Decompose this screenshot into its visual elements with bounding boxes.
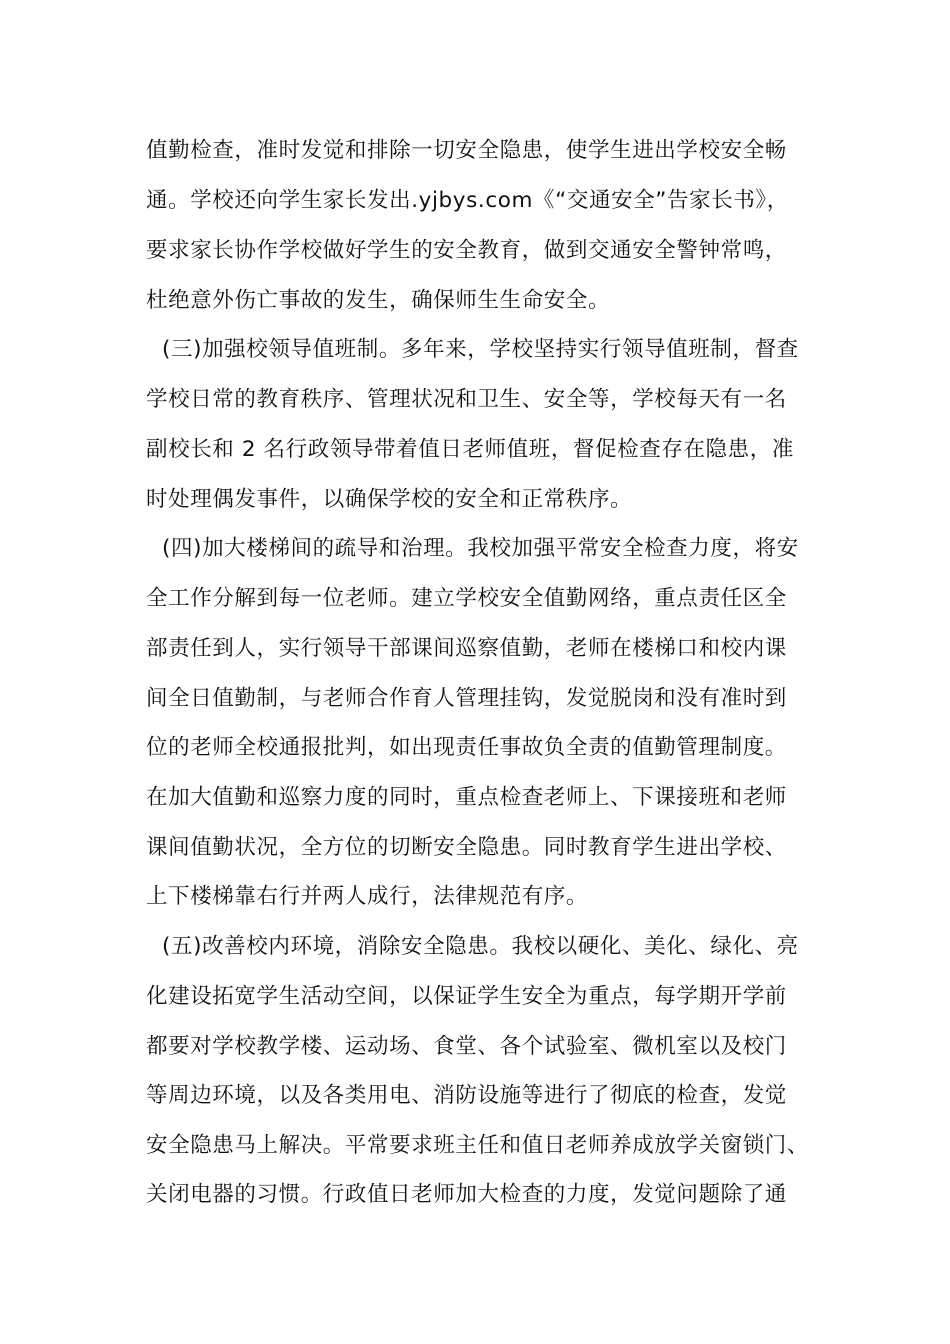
- paragraph-start-line: (四)加大楼梯间的疏导和治理。我校加强平常安全检查力度，将安: [162, 536, 799, 561]
- text-line: 安全隐患马上解决。平常要求班主任和值日老师养成放学关窗锁门、: [146, 1133, 810, 1158]
- text-line: 关闭电器的习惯。行政值日老师加大检查的力度，发觉问题除了通: [146, 1182, 787, 1207]
- text-line: 值勤检查，准时发觉和排除一切安全隐患，使学生进出学校安全畅: [146, 138, 787, 163]
- text-line: 在加大值勤和巡察力度的同时，重点检查老师上、下课接班和老师: [146, 785, 787, 810]
- text-line: 通。学校还向学生家长发出.yjbys.com《“交通安全”告家长书》，: [146, 188, 789, 213]
- text-line: 全工作分解到每一位老师。建立学校安全值勤网络，重点责任区全: [146, 586, 787, 611]
- text-line: 位的老师全校通报批判，如出现责任事故负全责的值勤管理制度。: [146, 735, 787, 760]
- text-line: 等周边环境，以及各类用电、消防设施等进行了彻底的检查，发觉: [146, 1083, 787, 1108]
- text-line: 时处理偶发事件，以确保学校的安全和正常秩序。: [146, 487, 633, 512]
- text-line: 化建设拓宽学生活动空间，以保证学生安全为重点，每学期开学前: [146, 984, 787, 1009]
- text-line: 上下楼梯靠右行并两人成行，法律规范有序。: [146, 884, 589, 909]
- text-line: 部责任到人，实行领导干部课间巡察值勤，老师在楼梯口和校内课: [146, 636, 787, 661]
- text-line: 课间值勤状况，全方位的切断安全隐患。同时教育学生进出学校、: [146, 835, 787, 860]
- text-line: 副校长和 2 名行政领导带着值日老师值班，督促检查存在隐患，准: [146, 437, 794, 462]
- paragraph-start-line: (三)加强校领导值班制。多年来，学校坚持实行领导值班制，督查: [162, 337, 799, 362]
- text-line: 杜绝意外伤亡事故的发生，确保师生生命安全。: [146, 288, 611, 313]
- paragraph-start-line: (五)改善校内环境，消除安全隐患。我校以硬化、美化、绿化、亮: [162, 934, 799, 959]
- text-line: 学校日常的教育秩序、管理状况和卫生、安全等，学校每天有一名: [146, 387, 787, 412]
- text-line: 都要对学校教学楼、运动场、食堂、各个试验室、微机室以及校门: [146, 1034, 787, 1059]
- text-line: 要求家长协作学校做好学生的安全教育，做到交通安全警钟常鸣，: [146, 238, 787, 263]
- text-line: 间全日值勤制，与老师合作育人管理挂钩，发觉脱岗和没有准时到: [146, 686, 787, 711]
